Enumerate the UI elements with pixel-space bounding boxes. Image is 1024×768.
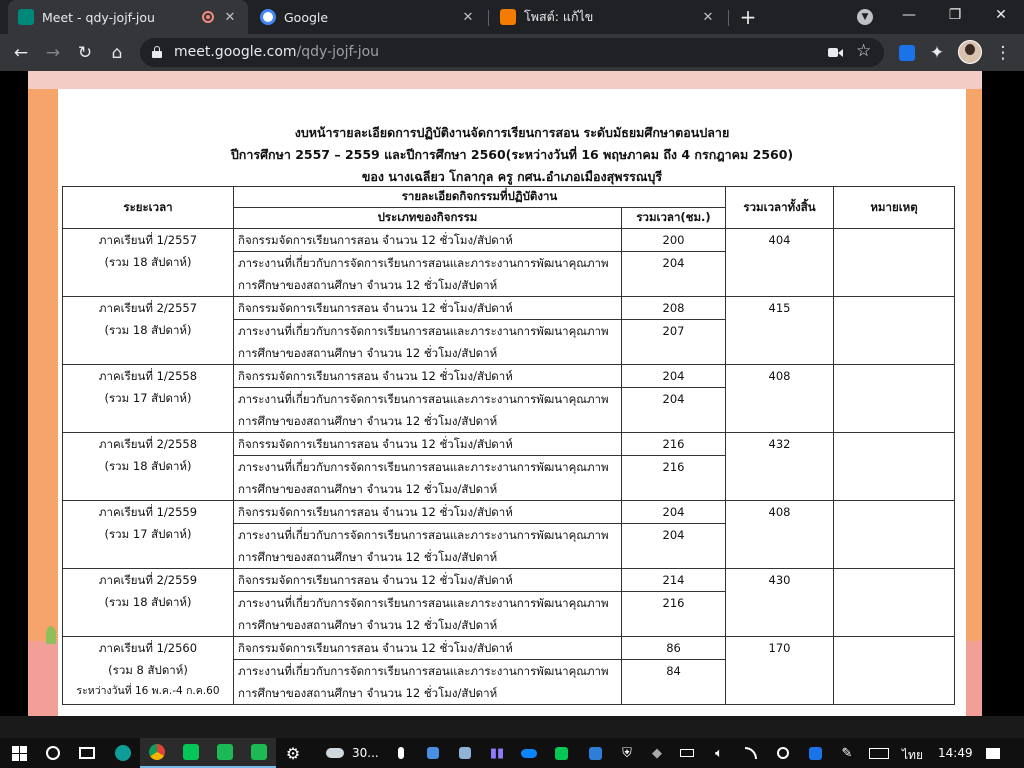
restore-button[interactable]: ❐	[948, 7, 962, 23]
tab-google[interactable]	[250, 0, 486, 34]
page-content	[0, 71, 1024, 716]
clock[interactable]: 14:49	[938, 746, 973, 760]
activity-support-line2: การศึกษาของสถานศึกษา จำนวน 12 ชั่วโมง/สัปดาห์	[238, 618, 498, 632]
semester-label: ภาคเรียนที่ 2/2559	[98, 573, 198, 587]
table-row	[63, 637, 955, 660]
activity-support	[234, 524, 622, 569]
document-page	[58, 89, 966, 716]
weeks-label: (รวม 18 สัปดาห์)	[104, 459, 192, 473]
weeks-label: (รวม 18 สัปดาห์)	[104, 255, 192, 269]
hours-teaching: 86	[622, 637, 726, 660]
onedrive-icon[interactable]	[512, 738, 546, 768]
presented-slide	[28, 71, 982, 716]
microphone-icon[interactable]	[384, 738, 418, 768]
weeks-label: (รวม 8 สัปดาห์)	[108, 663, 188, 677]
remarks-cell	[834, 433, 955, 501]
activity-support	[234, 320, 622, 365]
total-hours: 415	[726, 297, 834, 365]
activity-teaching: กิจกรรมจัดการเรียนการสอน จำนวน 12 ชั่วโมง/สัปดาห์	[234, 637, 622, 660]
notification-icon[interactable]	[976, 738, 1010, 768]
profile-avatar[interactable]	[958, 40, 982, 64]
hours-support: 216	[622, 592, 726, 637]
remarks-cell	[834, 501, 955, 569]
address-bar[interactable]	[140, 38, 884, 67]
period-cell	[63, 229, 234, 297]
activity-teaching: กิจกรรมจัดการเรียนการสอน จำนวน 12 ชั่วโมง/สัปดาห์	[234, 229, 622, 252]
header-details: รายละเอียดกิจกรรมที่ปฏิบัติงาน	[234, 187, 726, 208]
activity-teaching: กิจกรรมจัดการเรียนการสอน จำนวน 12 ชั่วโมง/สัปดาห์	[234, 501, 622, 524]
google-icon	[260, 9, 276, 25]
table-row	[63, 365, 955, 388]
new-tab-button[interactable]: +	[739, 5, 757, 29]
activity-support-line1: ภาระงานที่เกี่ยวกับการจัดการเรียนการสอนและภาระงานการพัฒนาคุณภาพ	[238, 528, 609, 542]
keyboard-icon[interactable]	[862, 738, 896, 768]
tab-strip	[0, 0, 1024, 34]
tab-meet[interactable]	[8, 0, 248, 34]
activity-support	[234, 388, 622, 433]
browser-toolbar	[0, 34, 1024, 71]
activity-support-line1: ภาระงานที่เกี่ยวกับการจัดการเรียนการสอนและภาระงานการพัฒนาคุณภาพ	[238, 324, 609, 338]
line-icon[interactable]	[174, 738, 208, 768]
header-period: ระยะเวลา	[63, 187, 234, 229]
line-notify-icon[interactable]	[544, 738, 578, 768]
activity-support	[234, 456, 622, 501]
summary-table	[62, 186, 955, 705]
bookmark-star-icon[interactable]: ☆	[856, 41, 872, 61]
header-remarks: หมายเหตุ	[834, 187, 955, 229]
tab-search-icon[interactable]: ▼	[857, 9, 873, 25]
hours-teaching: 216	[622, 433, 726, 456]
reload-button[interactable]: ↻	[77, 43, 93, 63]
period-note: ระหว่างวันที่ 16 พ.ค.-4 ก.ค.60	[76, 685, 220, 697]
total-hours: 408	[726, 501, 834, 569]
table-row	[63, 297, 955, 320]
minimize-button[interactable]: —	[902, 7, 916, 23]
windows-taskbar	[0, 738, 1024, 768]
activity-support-line2: การศึกษาของสถานศึกษา จำนวน 12 ชั่วโมง/สัปดาห์	[238, 346, 498, 360]
contact-app-icon-2[interactable]	[242, 738, 276, 768]
recording-icon	[202, 11, 214, 23]
remarks-cell	[834, 569, 955, 637]
semester-label: ภาคเรียนที่ 2/2558	[98, 437, 198, 451]
activity-support-line1: ภาระงานที่เกี่ยวกับการจัดการเรียนการสอนและภาระงานการพัฒนาคุณภาพ	[238, 664, 609, 678]
activity-support	[234, 592, 622, 637]
activity-support-line1: ภาระงานที่เกี่ยวกับการจัดการเรียนการสอนและภาระงานการพัฒนาคุณภาพ	[238, 256, 609, 270]
period-cell	[63, 297, 234, 365]
activity-support-line1: ภาระงานที่เกี่ยวกับการจัดการเรียนการสอนและภาระงานการพัฒนาคุณภาพ	[238, 392, 609, 406]
activity-teaching: กิจกรรมจัดการเรียนการสอน จำนวน 12 ชั่วโมง/สัปดาห์	[234, 297, 622, 320]
hours-teaching: 208	[622, 297, 726, 320]
activity-support	[234, 660, 622, 705]
home-button[interactable]: ⌂	[111, 43, 123, 63]
tab-title: Google	[284, 9, 329, 25]
activity-teaching: กิจกรรมจัดการเรียนการสอน จำนวน 12 ชั่วโมง/สัปดาห์	[234, 433, 622, 456]
blogger-icon	[500, 9, 516, 25]
activity-teaching: กิจกรรมจัดการเรียนการสอน จำนวน 12 ชั่วโมง/สัปดาห์	[234, 569, 622, 592]
close-tab-icon[interactable]: ✕	[702, 9, 714, 25]
total-hours: 170	[726, 637, 834, 705]
menu-icon[interactable]: ⋮	[994, 43, 1012, 63]
activity-support-line2: การศึกษาของสถานศึกษา จำนวน 12 ชั่วโมง/สัปดาห์	[238, 686, 498, 700]
weather-cloud-icon[interactable]	[318, 738, 352, 768]
total-hours: 430	[726, 569, 834, 637]
tab-title: Meet - qdy-jojf-jou	[42, 9, 155, 25]
activity-support-line2: การศึกษาของสถานศึกษา จำนวน 12 ชั่วโมง/สัปดาห์	[238, 414, 498, 428]
activity-support-line1: ภาระงานที่เกี่ยวกับการจัดการเรียนการสอนและภาระงานการพัฒนาคุณภาพ	[238, 596, 609, 610]
audio-visualizer-icon[interactable]: ▮▮	[489, 745, 505, 761]
hours-teaching: 200	[622, 229, 726, 252]
hours-teaching: 204	[622, 365, 726, 388]
period-cell	[63, 501, 234, 569]
meet-icon	[18, 9, 34, 25]
total-hours: 404	[726, 229, 834, 297]
tray-app-icon[interactable]	[798, 738, 832, 768]
table-row	[63, 501, 955, 524]
task-view-icon[interactable]	[70, 738, 104, 768]
period-cell	[63, 637, 234, 705]
activity-teaching: กิจกรรมจัดการเรียนการสอน จำนวน 12 ชั่วโมง/สัปดาห์	[234, 365, 622, 388]
volume-icon[interactable]: 🔈︎	[715, 745, 723, 761]
hours-teaching: 204	[622, 501, 726, 524]
header-hours: รวมเวลา(ชม.)	[622, 208, 726, 229]
semester-label: ภาคเรียนที่ 1/2557	[98, 233, 198, 247]
activity-support-line2: การศึกษาของสถานศึกษา จำนวน 12 ชั่วโมง/สัปดาห์	[238, 278, 498, 292]
hours-support: 204	[622, 388, 726, 433]
extensions-puzzle-icon[interactable]: ✦	[929, 43, 945, 63]
weather-text[interactable]: 30...	[352, 746, 379, 760]
semester-label: ภาคเรียนที่ 1/2559	[98, 505, 198, 519]
activity-support	[234, 252, 622, 297]
windows-logo-icon	[12, 746, 27, 761]
hours-support: 216	[622, 456, 726, 501]
tab-blogger[interactable]	[490, 0, 726, 34]
lock-icon[interactable]	[152, 46, 162, 58]
settings-gear-icon[interactable]: ⚙	[285, 743, 301, 763]
tray-app-icon[interactable]	[766, 738, 800, 768]
tab-title: โพสต์: แก้ไข	[524, 9, 594, 24]
chrome-taskbar-icon[interactable]	[140, 738, 174, 768]
remarks-cell	[834, 365, 955, 433]
tray-app-icon[interactable]	[578, 738, 612, 768]
weeks-label: (รวม 17 สัปดาห์)	[104, 527, 192, 541]
doc-title-line3: ของ นางเฉลียว โกลากุล ครู กศน.อำเภอเมืองสุพรรณบุรี	[361, 169, 663, 184]
total-hours: 408	[726, 365, 834, 433]
security-shield-icon[interactable]: ⛨	[622, 745, 632, 761]
activity-support-line2: การศึกษาของสถานศึกษา จำนวน 12 ชั่วโมง/สัปดาห์	[238, 550, 498, 564]
total-hours: 432	[726, 433, 834, 501]
remarks-cell	[834, 637, 955, 705]
semester-label: ภาคเรียนที่ 2/2557	[98, 301, 198, 315]
forward-button[interactable]: →	[45, 43, 61, 63]
period-cell	[63, 433, 234, 501]
leaf-decoration	[46, 626, 56, 644]
meet-bottom-bar	[0, 716, 1024, 738]
period-cell	[63, 569, 234, 637]
wifi-icon[interactable]	[734, 738, 768, 768]
url-text[interactable]: meet.google.com/qdy-jojf-jou	[174, 44, 380, 60]
slide-border-top	[28, 71, 982, 89]
hours-support: 204	[622, 524, 726, 569]
start-button[interactable]	[2, 738, 36, 768]
tab-divider	[488, 10, 489, 26]
search-icon[interactable]	[36, 738, 70, 768]
edge-icon[interactable]	[106, 738, 140, 768]
battery-icon[interactable]	[670, 738, 704, 768]
back-button[interactable]: ←	[13, 43, 29, 63]
tray-diamond-icon[interactable]: ◆	[652, 745, 662, 761]
tray-app-icon[interactable]	[416, 738, 450, 768]
semester-label: ภาคเรียนที่ 1/2560	[98, 641, 198, 655]
hours-teaching: 214	[622, 569, 726, 592]
doc-title-line1: งบหน้ารายละเอียดการปฏิบัติงานจัดการเรียนการสอน ระดับมัธยมศึกษาตอนปลาย	[294, 125, 730, 140]
table-row	[63, 433, 955, 456]
tab-divider	[728, 10, 729, 26]
doc-title-line2: ปีการศึกษา 2557 – 2559 และปีการศึกษา 2560(ระหว่างวันที่ 16 พฤษภาคม ถึง 4 กรกฎาคม 2560)	[230, 147, 794, 162]
extension-translate-icon[interactable]	[894, 40, 920, 66]
contact-app-icon[interactable]	[208, 738, 242, 768]
header-activity-type: ประเภทของกิจกรรม	[234, 208, 622, 229]
activity-support-line2: การศึกษาของสถานศึกษา จำนวน 12 ชั่วโมง/สัปดาห์	[238, 482, 498, 496]
weeks-label: (รวม 17 สัปดาห์)	[104, 391, 192, 405]
camera-icon[interactable]	[828, 47, 842, 58]
semester-label: ภาคเรียนที่ 1/2558	[98, 369, 198, 383]
activity-support-line1: ภาระงานที่เกี่ยวกับการจัดการเรียนการสอนและภาระงานการพัฒนาคุณภาพ	[238, 460, 609, 474]
table-row	[63, 229, 955, 252]
close-tab-icon[interactable]: ✕	[224, 9, 236, 25]
period-cell	[63, 365, 234, 433]
hours-support: 84	[622, 660, 726, 705]
pen-icon[interactable]: ✎	[841, 745, 853, 761]
tray-app-icon[interactable]	[448, 738, 482, 768]
close-tab-icon[interactable]: ✕	[462, 9, 474, 25]
weeks-label: (รวม 18 สัปดาห์)	[104, 323, 192, 337]
weeks-label: (รวม 18 สัปดาห์)	[104, 595, 192, 609]
input-language[interactable]: ไทย	[902, 748, 923, 762]
hours-support: 204	[622, 252, 726, 297]
header-total: รวมเวลาทั้งสิ้น	[726, 187, 834, 229]
remarks-cell	[834, 297, 955, 365]
close-window-button[interactable]: ✕	[995, 7, 1007, 23]
hours-support: 207	[622, 320, 726, 365]
table-row	[63, 569, 955, 592]
remarks-cell	[834, 229, 955, 297]
